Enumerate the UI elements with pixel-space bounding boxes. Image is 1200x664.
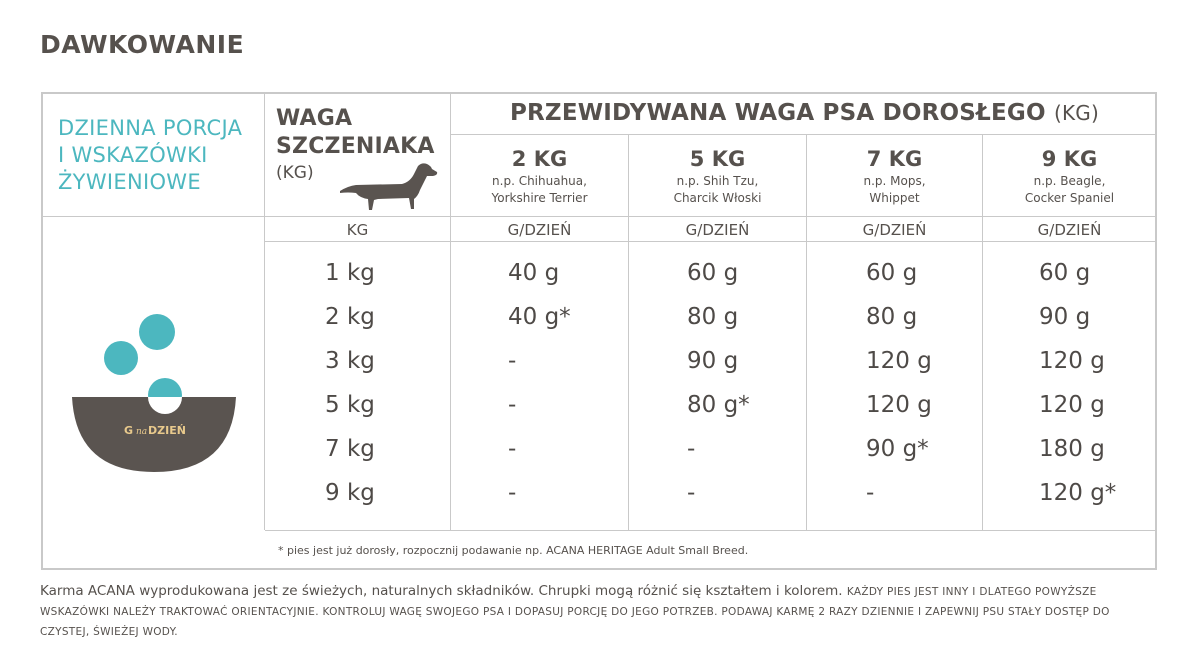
table-cell: 1 kg <box>325 260 375 286</box>
divider <box>451 134 1156 135</box>
bowl-label-dzien: DZIEŃ <box>148 424 186 437</box>
divider <box>265 241 1156 242</box>
dachshund-icon <box>338 160 438 216</box>
column-header-5kg <box>629 147 806 207</box>
column-header-2kg <box>451 147 628 207</box>
table-cell: - <box>687 480 696 506</box>
column-weight: 9 KG <box>1041 147 1098 171</box>
intro-heading <box>58 115 258 196</box>
column-example: n.p. Mops, <box>863 174 926 188</box>
column-header-7kg <box>807 147 982 207</box>
table-cell: 60 g <box>866 260 918 286</box>
table-cell: 120 g <box>866 392 932 418</box>
table-cell: 120 g <box>1039 348 1105 374</box>
table-footnote: * pies jest już dorosły, rozpocznij podawanie np. ACANA HERITAGE Adult Small Breed. <box>278 544 749 557</box>
table-cell: 3 kg <box>325 348 375 374</box>
column-example: n.p. Chihuahua, <box>492 174 587 188</box>
table-cell: 5 kg <box>325 392 375 418</box>
intro-line: ŻYWIENIOWE <box>58 170 201 194</box>
intro-line: I WSKAZÓWKI <box>58 143 208 167</box>
table-cell: - <box>687 436 696 462</box>
table-cell: 80 g <box>687 304 739 330</box>
unit-label: G/DZIEŃ <box>685 221 750 239</box>
table-cell: 180 g <box>1039 436 1105 462</box>
divider <box>264 93 265 530</box>
table-cell: 80 g* <box>687 392 750 418</box>
divider <box>42 216 1156 217</box>
table-cell: 7 kg <box>325 436 375 462</box>
divider <box>265 530 1156 531</box>
table-cell: 40 g* <box>508 304 571 330</box>
table-cell: 90 g* <box>866 436 929 462</box>
food-bowl-icon <box>66 308 242 478</box>
column-example: n.p. Shih Tzu, <box>676 174 759 188</box>
table-cell: 40 g <box>508 260 560 286</box>
page-title: DAWKOWANIE <box>40 30 245 59</box>
puppy-heading-line1: WAGA <box>276 106 353 131</box>
unit-label: G/DZIEŃ <box>507 221 572 239</box>
column-header-9kg <box>983 147 1156 207</box>
column-weight: 2 KG <box>511 147 568 171</box>
unit-label: G/DZIEŃ <box>862 221 927 239</box>
table-cell: 60 g <box>687 260 739 286</box>
footer-lead: Karma ACANA wyprodukowana jest ze świeżych, naturalnych składników. Chrupki mogą różnić się kształtem i kolorem. <box>40 583 843 599</box>
table-cell: - <box>508 348 517 374</box>
footer-paragraph <box>40 582 1160 642</box>
unit-label: G/DZIEŃ <box>1037 221 1102 239</box>
table-cell: 120 g <box>866 348 932 374</box>
table-cell: 120 g <box>1039 392 1105 418</box>
intro-line: DZIENNA PORCJA <box>58 116 243 140</box>
puppy-heading-unit: (KG) <box>276 163 314 183</box>
adult-weight-heading <box>452 100 1157 126</box>
column-weight: 5 KG <box>689 147 746 171</box>
column-example: Charcik Włoski <box>673 191 762 205</box>
table-cell: - <box>866 480 875 506</box>
table-cell: - <box>508 392 517 418</box>
column-weight: 7 KG <box>866 147 923 171</box>
column-example: Cocker Spaniel <box>1024 191 1115 205</box>
table-cell: 80 g <box>866 304 918 330</box>
table-cell: - <box>508 480 517 506</box>
footer-details: KAŻDY PIES JEST INNY I DLATEGO POWYŻSZE WSKAZÓWKI NALEŻY TRAKTOWAĆ ORIENTACYJNIE. KONTROLUJ WAGĘ SWOJEGO PSA I DOPASUJ PORCJĘ DO JEGO POTRZEB. PODAWAJ KARMĘ 2 RAZY DZIENNIE I ZAPEWNIJ PSU STAŁY DOSTĘP DO CZYSTEJ, ŚWIEŻEJ WODY. <box>40 586 1110 638</box>
column-example: n.p. Beagle, <box>1033 174 1106 188</box>
puppy-heading-line2: SZCZENIAKA <box>276 134 435 159</box>
adult-heading-unit: (KG) <box>1053 101 1100 125</box>
table-cell: 60 g <box>1039 260 1091 286</box>
table-cell: 90 g <box>1039 304 1091 330</box>
column-example: Whippet <box>869 191 920 205</box>
puppy-weight-heading <box>276 105 446 161</box>
table-cell: 9 kg <box>325 480 375 506</box>
table-cell: 90 g <box>687 348 739 374</box>
table-cell: - <box>508 436 517 462</box>
table-cell: 120 g* <box>1039 480 1117 506</box>
adult-heading-label: PRZEWIDYWANA WAGA PSA DOROSŁEGO <box>509 100 1046 126</box>
bowl-label-g: G <box>124 424 134 437</box>
unit-label: KG <box>346 221 369 239</box>
column-example: Yorkshire Terrier <box>491 191 588 205</box>
bowl-label-na: na <box>136 427 148 437</box>
table-cell: 2 kg <box>325 304 375 330</box>
